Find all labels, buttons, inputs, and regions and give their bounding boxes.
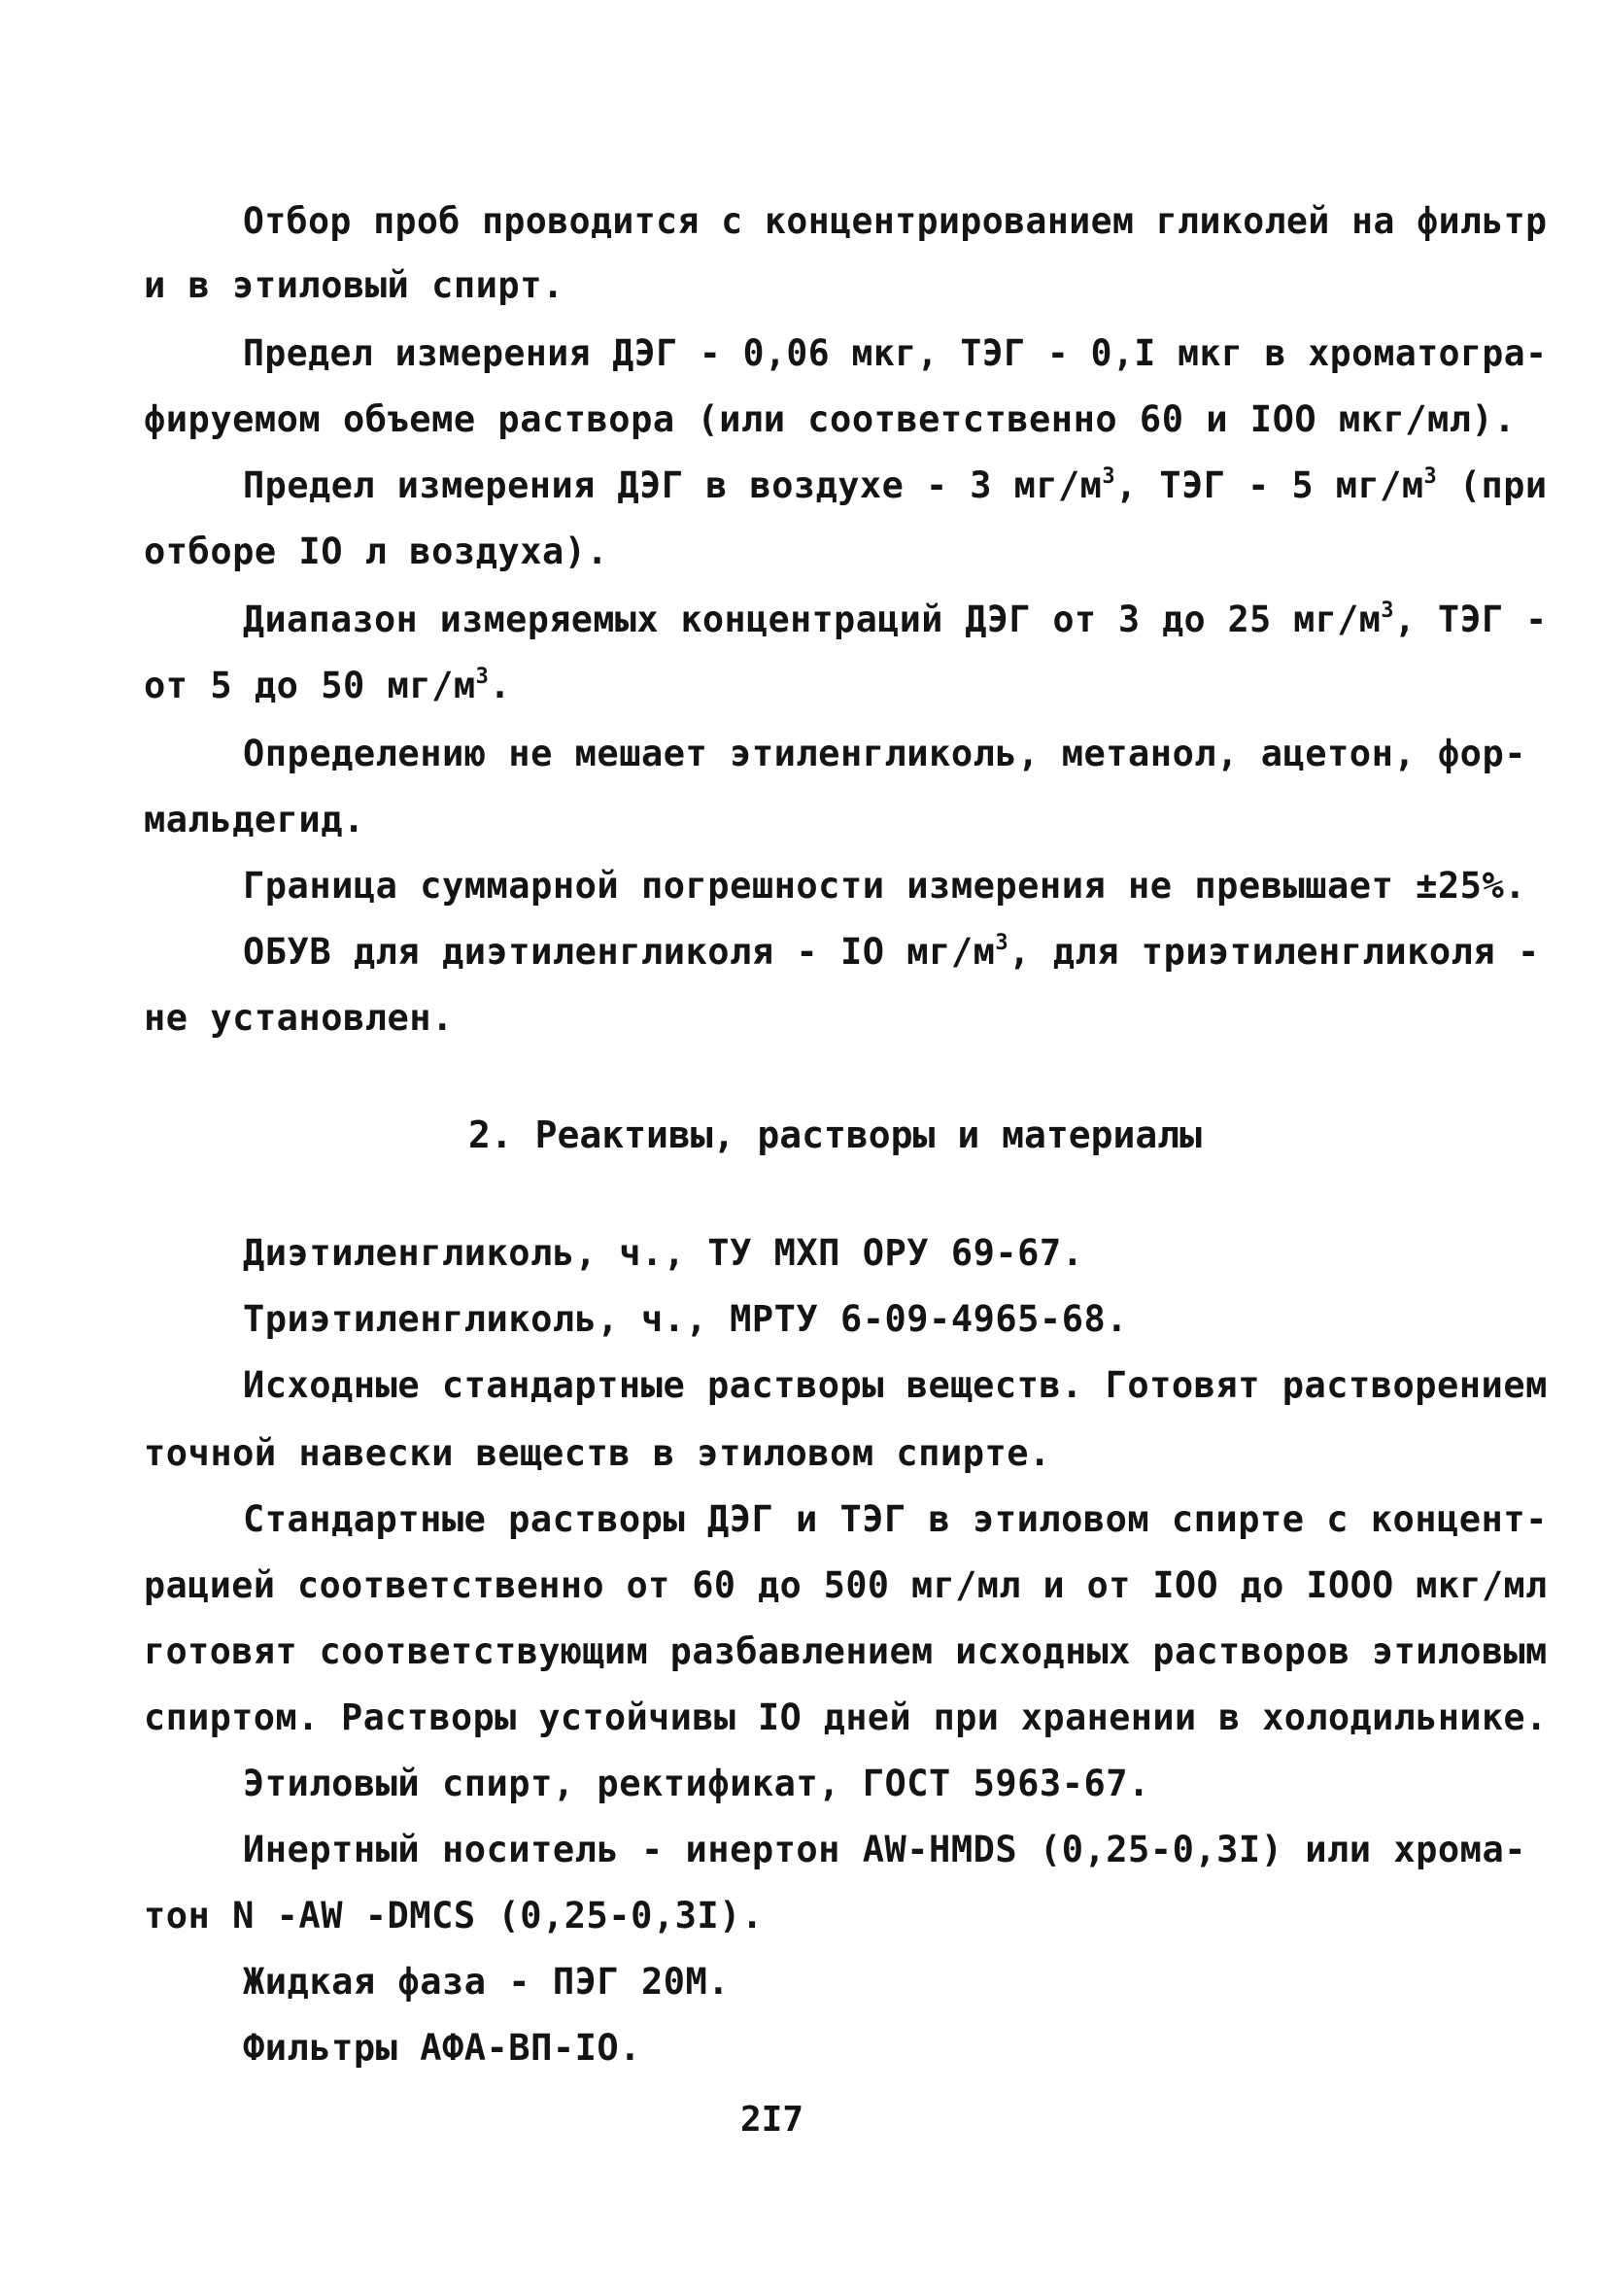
section-heading: 2. Реактивы, растворы и материалы bbox=[468, 1114, 1202, 1156]
text-fragment: , ТЭГ - bbox=[1393, 599, 1548, 640]
text-line: Фильтры АФА-ВП-IO. bbox=[243, 2027, 641, 2069]
text-line: Инертный носитель - инертон AW-HMDS (0,25-0,3I) или хрома- bbox=[243, 1829, 1527, 1870]
text-line: Граница суммарной погрешности измерения не превышает ±25%. bbox=[243, 865, 1527, 907]
superscript: 3 bbox=[1423, 463, 1438, 489]
text-fragment: (при bbox=[1437, 464, 1548, 506]
text-line: Этиловый спирт, ректификат, ГОСТ 5963-67. bbox=[243, 1763, 1150, 1804]
text-line: Стандартные растворы ДЭГ и ТЭГ в этиловом спирте с концент- bbox=[243, 1498, 1548, 1540]
text-fragment: от 5 до 50 мг/м bbox=[144, 665, 476, 706]
superscript: 3 bbox=[1381, 598, 1394, 623]
text-line: фируемом объеме раствора (или соответственно 60 и IOO мкг/мл). bbox=[144, 398, 1517, 440]
text-line: Определению не мешает этиленгликоль, метанол, ацетон, фор- bbox=[243, 733, 1527, 774]
text-line: Диэтиленгликоль, ч., ТУ МХП ОРУ 69-67. bbox=[243, 1232, 1084, 1274]
text-line: и в этиловый спирт. bbox=[144, 264, 564, 306]
text-line: Предел измерения ДЭГ - 0,06 мкг, ТЭГ - 0,I мкг в хроматогра- bbox=[243, 332, 1548, 374]
text-line: Жидкая фаза - ПЭГ 20М. bbox=[243, 1961, 731, 2003]
superscript: 3 bbox=[475, 664, 490, 689]
text-line: рацией соответственно от 60 до 500 мг/мл и от IOO до IOOO мкг/мл bbox=[144, 1564, 1548, 1606]
text-line bbox=[243, 464, 1548, 507]
text-line: не установлен. bbox=[144, 997, 454, 1039]
text-fragment: , ТЭГ - 5 мг/м bbox=[1115, 464, 1424, 506]
text-line: спиртом. Растворы устойчивы IO дней при хранении в холодильнике. bbox=[144, 1696, 1548, 1738]
text-line: Исходные стандартные растворы веществ. Готовят растворением bbox=[243, 1364, 1548, 1406]
text-fragment: Диапазон измеряемых концентраций ДЭГ от 3 до 25 мг/м bbox=[243, 599, 1382, 640]
text-line bbox=[144, 665, 511, 707]
text-line bbox=[243, 599, 1548, 641]
text-line: отборе IO л воздуха). bbox=[144, 531, 609, 572]
text-line: Триэтиленгликоль, ч., МРТУ 6-09-4965-68. bbox=[243, 1298, 1129, 1340]
text-line: готовят соответствующим разбавлением исходных растворов этиловым bbox=[144, 1630, 1548, 1672]
superscript: 3 bbox=[995, 930, 1009, 955]
text-line: Отбор проб проводится с концентрированием гликолей на фильтр bbox=[243, 200, 1548, 242]
text-line: мальдегид. bbox=[144, 799, 365, 840]
page-number: 2I7 bbox=[740, 2100, 804, 2140]
text-fragment: ОБУВ для диэтиленгликоля - IO мг/м bbox=[243, 931, 996, 973]
superscript: 3 bbox=[1102, 463, 1116, 489]
text-line: точной навески веществ в этиловом спирте. bbox=[144, 1432, 1051, 1474]
text-line: тон N -AW -DMCS (0,25-0,3I). bbox=[144, 1895, 764, 1936]
text-fragment: , для триэтиленгликоля - bbox=[1008, 931, 1540, 973]
text-fragment: . bbox=[489, 665, 512, 706]
text-fragment: Предел измерения ДЭГ в воздухе - 3 мг/м bbox=[243, 464, 1103, 506]
text-line bbox=[243, 931, 1540, 974]
